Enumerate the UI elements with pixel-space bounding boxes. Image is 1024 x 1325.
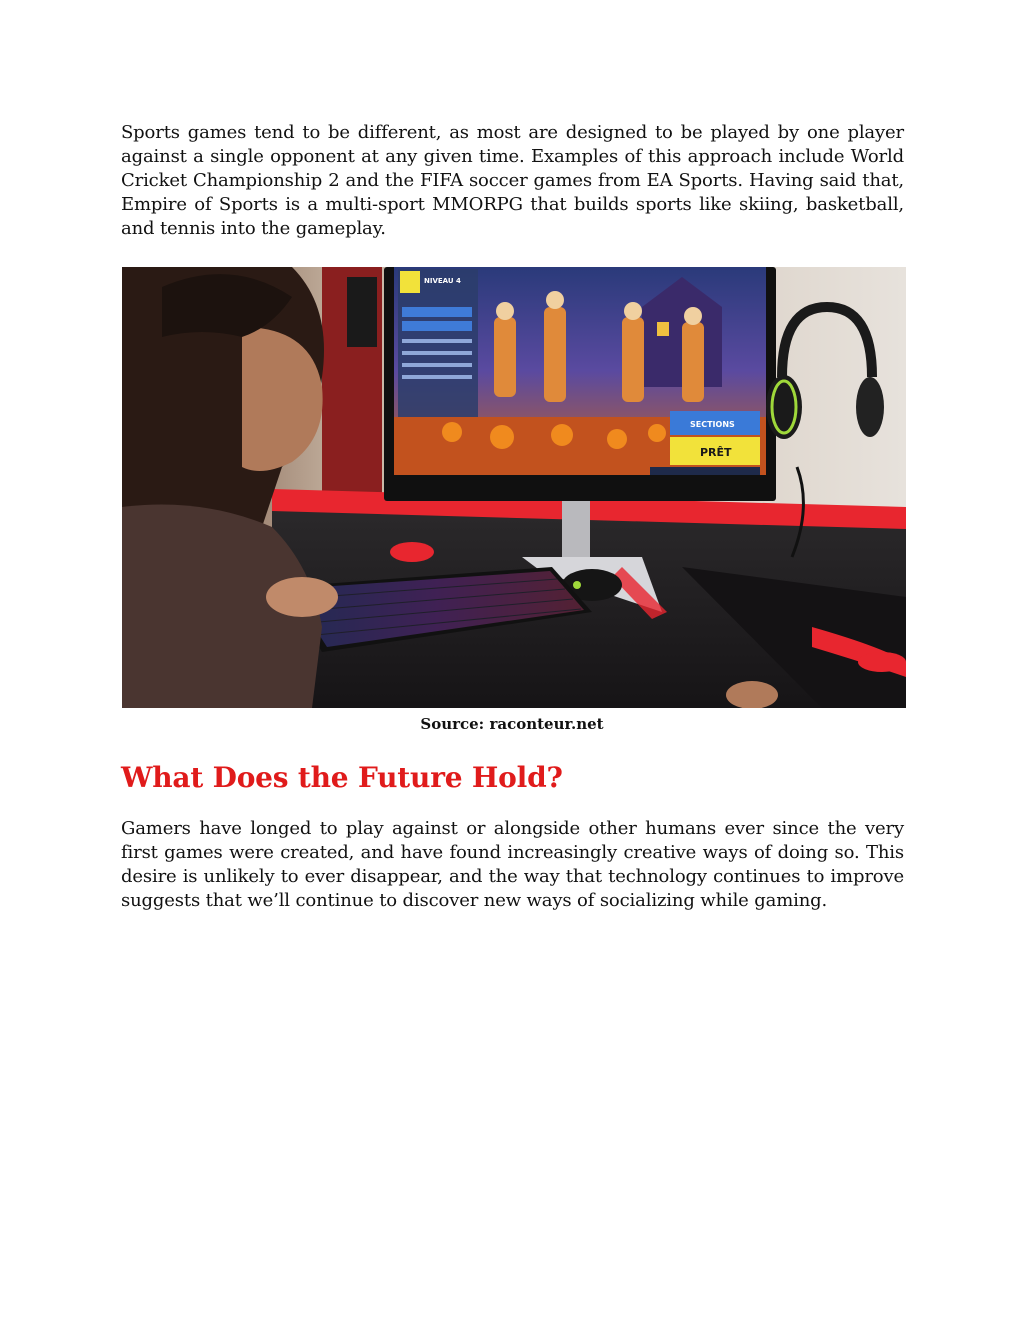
sections-label: SECTIONS bbox=[690, 420, 735, 429]
ready-label: PRÊT bbox=[700, 446, 732, 459]
paragraph-future: Gamers have longed to play against or alongside other humans ever since the very first games were created, and have found increasingly creative ways of doing so. This desire is unlikely to ever disappear, and the way that technology continues to improve suggests that we’ll continue to discover new ways of socializing while gaming. bbox=[121, 818, 904, 911]
level-label: NIVEAU 4 bbox=[424, 277, 461, 285]
image-caption: Source: raconteur.net bbox=[420, 715, 604, 733]
gaming-setup-photo bbox=[122, 267, 906, 708]
section-heading: What Does the Future Hold? bbox=[121, 761, 563, 794]
paragraph-sports-games: Sports games tend to be different, as most are designed to be played by one player against a single opponent at any given time. Examples of this approach include World Cricket Championship 2 and the FIFA soccer games from EA Sports. Having said that, Empire of Sports is a multi-sport MMORPG that builds sports like skiing, basketball, and tennis into the gameplay. bbox=[121, 122, 904, 239]
